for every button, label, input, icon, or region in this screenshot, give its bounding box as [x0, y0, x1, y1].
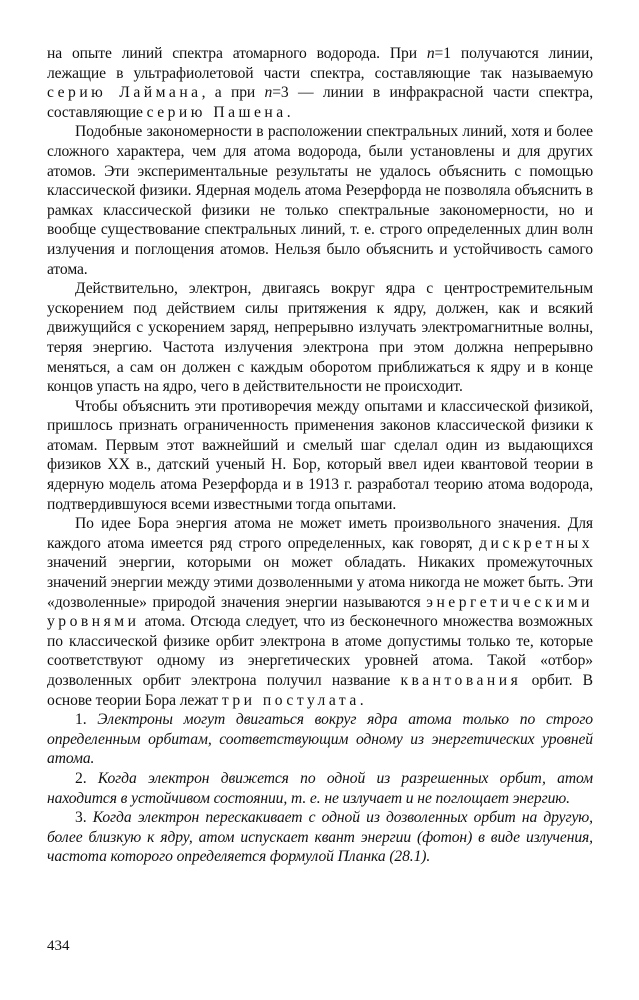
paragraph-electron-radiation: Действительно, электрон, двигаясь вокруг ядра с центростремительным ускорением под действием силы притяжения к ядру, должен, как и всякий движущийся с ускорением заряд, непрерывно излучать электромагнитные волны, теряя энергию. Частота излучения электрона при этом должна непрерывно меняться, а сам он должен с каждым оборотом приближаться к ядру и в конце концов упасть на ядро, чего в действительности не происходит. — [47, 280, 593, 396]
text-run: значений энергии, которыми он может обладать. Никаких промежуточных значений энергии между этими дозволенными у атома никогда не может быть. Эти «дозволенные» природой значения энергии называются — [47, 554, 593, 611]
postulate-text: Электроны могут двигаться вокруг ядра атома только по строго определенным орбитам, соответствующим одному из энергетических уровней атома. — [47, 711, 593, 768]
postulate-number: 3. — [75, 809, 87, 827]
paragraph-spectral-regularities: Подобные закономерности в расположении спектральных линий, хотя и более сложного характера, чем для атома водорода, были установлены и для других атомов. Эти экспериментальные результаты не удалось объяснить с помощью классической физики. Ядерная модель атома Резерфорда не позволяла объяснить в рамках классической физики не только спектральные закономерности, но и вообще существование спектральных линий, т. е. строго определенных длин волн излучения и поглощения атомов. Нельзя было объяснить и устойчивость самого атома. — [47, 123, 593, 278]
term-discrete: дискретных — [479, 534, 593, 552]
postulate-text: Когда электрон движется по одной из разрешенных орбит, атом находится в устойчивом состоянии, т. е. не излучает и не поглощает энергию. — [47, 769, 593, 807]
postulate-number: 1. — [75, 711, 87, 729]
postulate-1 — [47, 710, 593, 769]
variable-n: n — [264, 84, 273, 102]
text-run: =3 — линии в инфракрасной части спектра, составляющие — [47, 84, 594, 121]
paragraph-hydrogen-series — [47, 44, 593, 122]
paragraph-bohr-theory: Чтобы объяснить эти противоречия между опытами и классической физикой, пришлось признать ограниченность применения законов классической физики к атомам. Первым этот важнейший и смелый шаг сделал один из выдающихся физиков XX в., датский ученый Н. Бор, который ввел идеи квантовой теории в ядерную модель атома Резерфорда и в 1913 г. разработал теорию атома водорода, подтвердившуюся всеми известными тогда опытами. — [47, 397, 593, 513]
text-run: =1 получаются линии, лежащие в ультрафиолетовой части спектра, составляющие так называемую — [47, 45, 593, 82]
text-run: По идее Бора энергия атома не может иметь произвольного значения. Для каждого атома имеется ряд строго определенных, как говорят, — [47, 515, 593, 552]
text-run: на опыте линий спектра атомарного водорода. При — [47, 45, 427, 62]
variable-n: n — [426, 45, 435, 62]
text-run: атома. Отсюда следует, что из бесконечного множества возможных по классической физике орбит электрона в атоме допустимы только те, которые соответствуют одному из энергетических уровней атома. Такой «отбор» дозволенных орбит электрона получил название — [47, 613, 593, 689]
term-three-postulates: три постулата — [221, 691, 360, 709]
postulate-number: 2. — [75, 769, 87, 787]
page-number: 434 — [47, 938, 70, 954]
text-page — [47, 44, 593, 867]
text-run: . — [359, 691, 364, 709]
postulate-3 — [47, 808, 593, 867]
text-run: , а при — [201, 84, 265, 102]
postulate-text: Когда электрон перескакивает с одной из дозволенных орбит на другую, более близкую к ядру, атом испускает квант энергии (фотон) в виде излучения, частота которого определяется формулой Планка (28.1). — [47, 809, 593, 866]
term-lyman-series: серию Лаймана — [47, 84, 202, 102]
term-quantization: квантования — [400, 672, 522, 689]
text-run: . — [286, 103, 291, 121]
text-run: орбит. В основе теории Бора лежат — [47, 672, 593, 709]
term-paschen-series: серию Пашена — [146, 103, 287, 121]
term-energy-levels: энергетическими уровнями — [47, 593, 593, 631]
postulate-2 — [47, 769, 593, 808]
paragraph-energy-levels — [47, 514, 593, 710]
